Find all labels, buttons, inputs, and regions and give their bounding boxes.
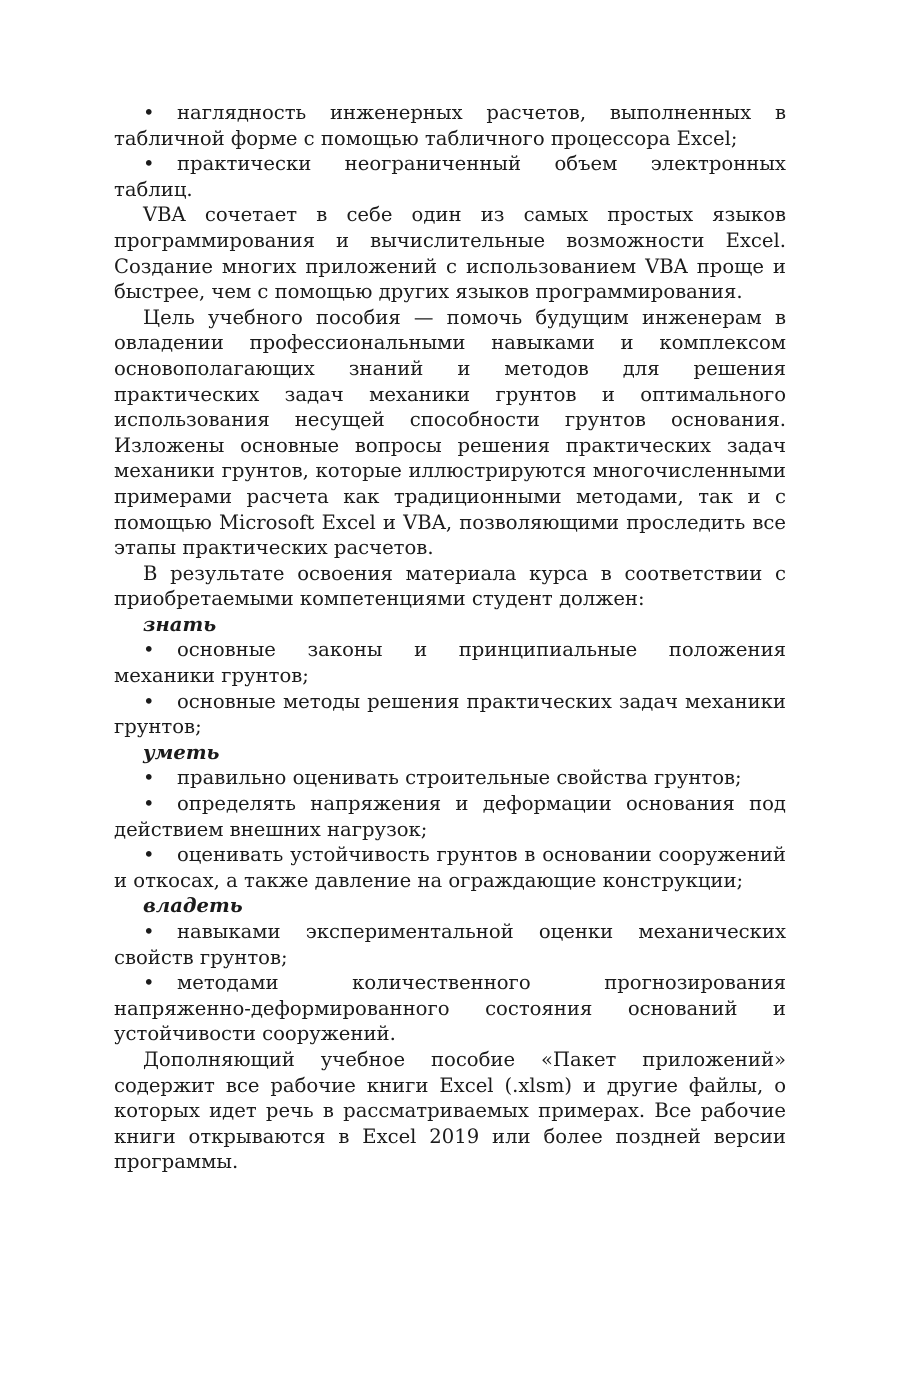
paragraph-appendix: Дополняющий учебное пособие «Пакет приложений» содержит все рабочие книги Excel (.xlsm) и другие файлы, о которых идет речь в рассматриваемых примерах. Все рабочие книги открываются в Excel 2019 или более поздней версии программы. [114,1047,786,1174]
list-item-text: практически неограниченный объем электронных таблиц. [114,152,786,201]
heading-can: уметь [143,740,220,764]
paragraph-vba: VBA сочетает в себе один из самых простых языков программирования и вычислительные возможности Excel. Создание многих приложений с использованием VBA проще и быстрее, чем с помощью других языков программирования. [114,203,786,304]
bullet-icon: • [143,638,155,662]
heading-know: знать [143,612,217,636]
list-item [114,151,786,202]
list-item-text: оценивать устойчивость грунтов в основании сооружений и откосах, а также давление на ограждающие конструкции; [114,843,786,892]
bullet-icon: • [143,101,155,124]
bullet-icon: • [143,971,155,995]
list-item [114,919,786,970]
list-item-text: методами количественного прогнозирования напряженно-деформированного состояния оснований и устойчивости сооружений. [114,971,786,1046]
bullet-icon: • [143,689,155,713]
bullet-icon: • [143,152,155,176]
list-item [114,791,786,842]
list-item-text: наглядность инженерных расчетов, выполненных в табличной форме с помощью табличного процессора Excel; [114,101,786,150]
list-item [114,765,786,791]
list-item-text: навыками экспериментальной оценки механических свойств грунтов; [114,920,786,969]
list-item [114,100,786,151]
list-item-text: определять напряжения и деформации основания под действием внешних нагрузок; [114,792,786,841]
bullet-icon: • [143,766,155,790]
list-item-text: основные законы и принципиальные положения механики грунтов; [114,638,786,688]
bullet-icon: • [143,843,155,867]
list-item-text: основные методы решения практических задач механики грунтов; [114,689,786,739]
list-item-text: правильно оценивать строительные свойства грунтов; [177,766,742,790]
bullet-icon: • [143,792,155,816]
list-item [114,689,786,740]
bullet-icon: • [143,920,155,943]
list-item [114,842,786,893]
list-item [114,970,786,1047]
list-item [114,637,786,688]
document-page [114,100,786,1175]
paragraph-goal: Цель учебного пособия — помочь будущим инженерам в овладении профессиональными навыками и комплексом основополагающих знаний и методов для решения практических задач механики грунтов и оптимального использования несущей способности грунтов основания. Изложены основные вопросы решения практических задач механики грунтов, которые иллюстрируются многочисленными примерами расчета как традиционными методами, так и с помощью Microsoft Excel и VBA, позволяющими проследить все этапы практических расчетов. [114,305,786,560]
heading-master: владеть [143,894,243,918]
paragraph-result: В результате освоения материала курса в соответствии с приобретаемыми компетенциями студент должен: [114,561,786,611]
